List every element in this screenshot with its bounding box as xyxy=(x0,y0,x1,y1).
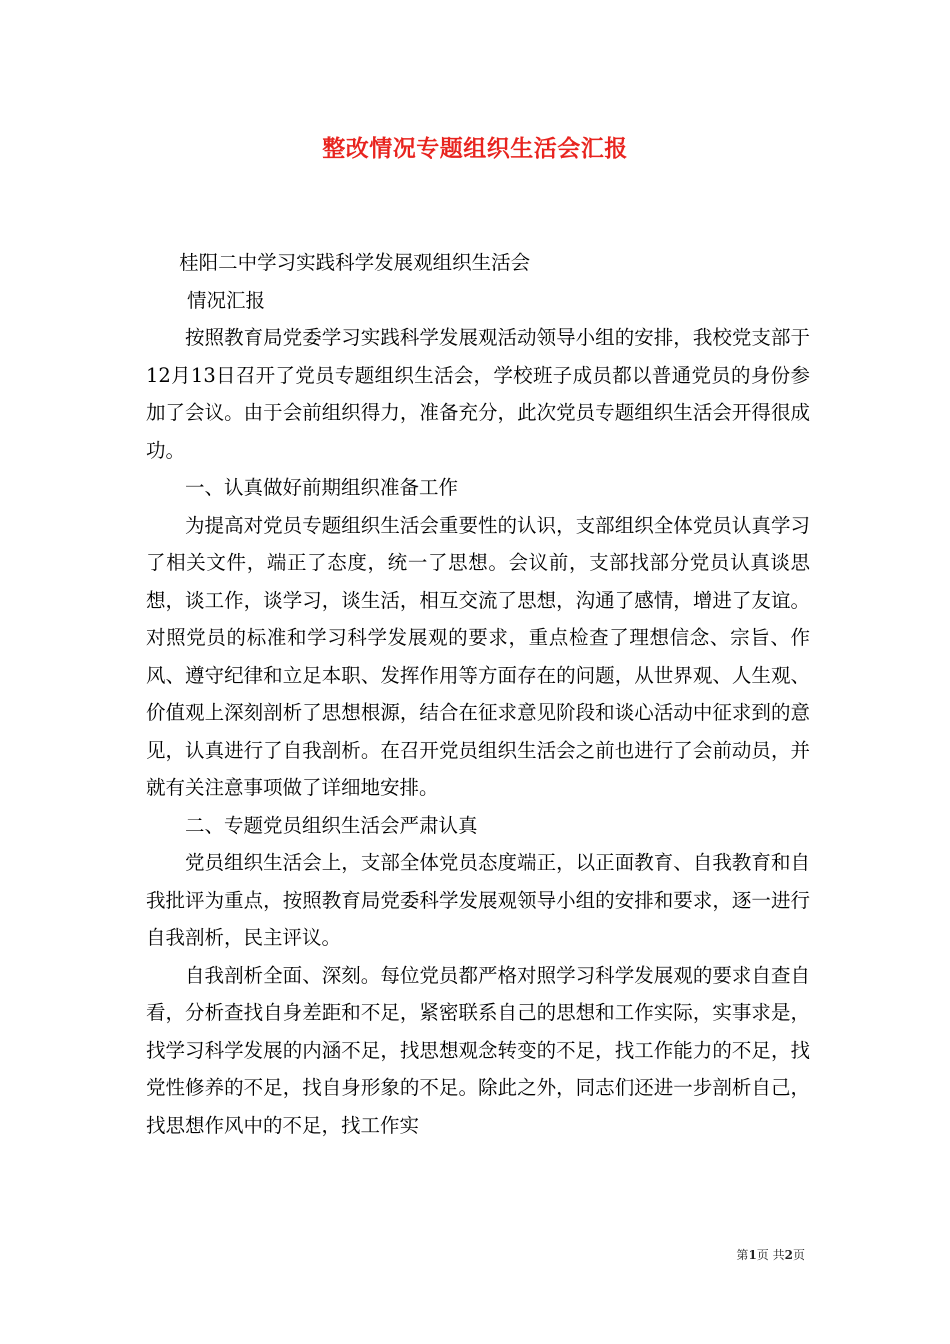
paragraph-section-1: 为提高对党员专题组织生活会重要性的认识，支部组织全体党员认真学习了相关文件，端正了态度，统一了思想。会议前，支部找部分党员认真谈思想，谈工作，谈学习，谈生活，相互交流了思想，沟通了感情，增进了友谊。对照党员的标准和学习科学发展观的要求，重点检查了理想信念、宗旨、作风、遵守纪律和立足本职、发挥作用等方面存在的问题，从世界观、人生观、价值观上深刻剖析了思想根源，结合在征求意见阶段和谈心活动中征求到的意见，认真进行了自我剖析。在召开党员组织生活会之前也进行了会前动员，并就有关注意事项做了详细地安排。 xyxy=(146,513,810,799)
subtitle-line-1: 桂阳二中学习实践科学发展观组织生活会 xyxy=(179,251,531,274)
subtitle-line-2: 情况汇报 xyxy=(186,288,265,312)
document-title: 整改情况专题组织生活会汇报 xyxy=(322,135,628,162)
footer-prefix: 第 xyxy=(736,1248,749,1262)
paragraph-intro: 按照教育局党委学习实践科学发展观活动领导小组的安排，我校党支部于12月13日召开了党员专题组织生活会，学校班子成员都以普通党员的身份参加了会议。由于会前组织得力，准备充分，此次党员专题组织生活会开得很成功。 xyxy=(146,326,810,462)
section-heading-2: 二、专题党员组织生活会严肃认真 xyxy=(185,813,478,837)
paragraph-section-2: 党员组织生活会上，支部全体党员态度端正，以正面教育、自我教育和自我批评为重点，按照教育局党委科学发展观领导小组的安排和要求，逐一进行自我剖析，民主评议。 xyxy=(146,851,810,949)
document-body xyxy=(146,244,810,1144)
footer-middle: 页 共 xyxy=(756,1248,785,1262)
footer-current-page: 1 xyxy=(748,1248,757,1262)
section-heading-1: 一、认真做好前期组织准备工作 xyxy=(185,476,459,499)
footer-total-pages: 2 xyxy=(784,1248,793,1262)
paragraph-self-analysis: 自我剖析全面、深刻。每位党员都严格对照学习科学发展观的要求自查自看，分析查找自身差距和不足，紧密联系自己的思想和工作实际，实事求是，找学习科学发展的内涵不足，找思想观念转变的不足，找工作能力的不足，找党性修养的不足，找自身形象的不足。除此之外，同志们还进一步剖析自己，找思想作风中的不足，找工作实 xyxy=(146,963,810,1137)
footer-suffix: 页 xyxy=(792,1248,805,1262)
page-footer xyxy=(736,1247,805,1263)
